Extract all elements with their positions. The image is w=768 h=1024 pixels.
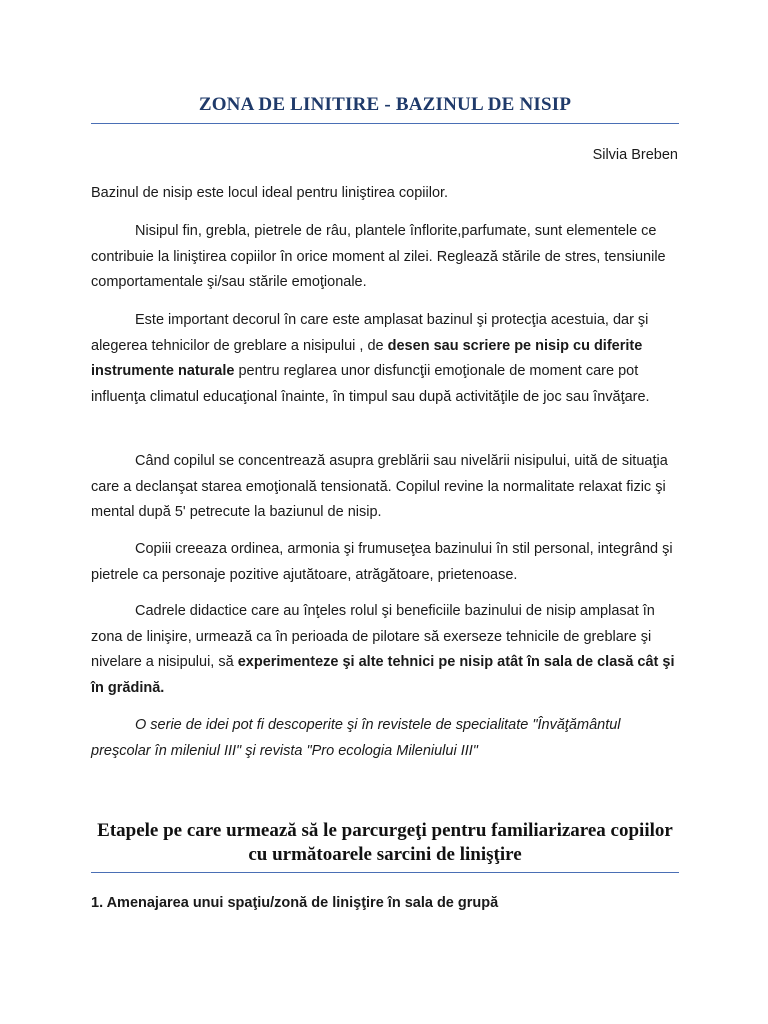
paragraph-teachers-text-a: Cadrele didactice care au înţeles rolul şi beneficiile bazinului de nisip amplasat în zona de linişire, urmează ca în perioada de pilotare să exerseze tehnicile de greblare şi nivelare a nisipului, să <box>91 603 655 670</box>
paragraph-harmony: Copiii creeaza ordinea, armonia şi frumuseţea bazinului în stil personal, integrând şi pietrele ca personaje pozitive ajutătoare, atrăgătoare, prietenoase. <box>91 541 673 583</box>
paragraph-decor-text-a: Este important decorul în care este amplasat bazinul şi protecţia acestuia, dar şi alegerea tehnicilor de greblare a nisipului , de <box>91 312 649 354</box>
paragraph-concentration: Când copilul se concentrează asupra greblării sau nivelării nisipului, uită de situaţia care a declanşat starea emoţională tensionată. Copilul revine la normalitate relaxat fizic şi mental după 5' petrecute la baziunul de nisip. <box>91 453 668 520</box>
paragraph-intro: Bazinul de nisip este locul ideal pentru liniştirea copiilor. <box>91 185 449 201</box>
paragraph-decor-bold: desen sau scriere pe nisip cu diferite instrumente naturale <box>91 337 643 379</box>
paragraph-resources: O serie de idei pot fi descoperite şi în revistele de specialitate "Învăţământul preşcolar în mileniul III" şi revista "Pro ecologia Mileniului III" <box>91 717 621 759</box>
document-title: ZONA DE LINITIRE - BAZINUL DE NISIP <box>198 94 572 115</box>
paragraph-elements: Nisipul fin, grebla, pietrele de râu, plantele înflorite,parfumate, sunt elementele ce contribuie la liniştirea copiilor în orice moment al zilei. Reglează stările de stres, tensiunile comportamentale şi/sau stările emoţionale. <box>91 223 666 290</box>
step-1-heading: 1. Amenajarea unui spaţiu/zonă de linişţire în sala de grupă <box>91 895 499 911</box>
paragraph-teachers-bold: experimenteze şi alte tehnici pe nisip atât în sala de clasă cât şi în grădină. <box>91 654 675 696</box>
paragraph-teachers <box>91 599 681 701</box>
paragraph-decor <box>91 308 681 410</box>
author-name: Silvia Breben <box>592 147 678 163</box>
section-heading: Etapele pe care urmează să le parcurgeţi pentru familiarizarea copiilor cu următoarele sarcini de linişţire <box>97 820 673 865</box>
paragraph-decor-text-c: pentru reglarea unor disfuncţii emoţionale de moment care pot influenţa climatul educaţional înainte, în timpul sau după activităţile de joc sau învăţare. <box>91 363 650 405</box>
title-divider <box>91 123 679 124</box>
section-divider <box>91 872 679 873</box>
